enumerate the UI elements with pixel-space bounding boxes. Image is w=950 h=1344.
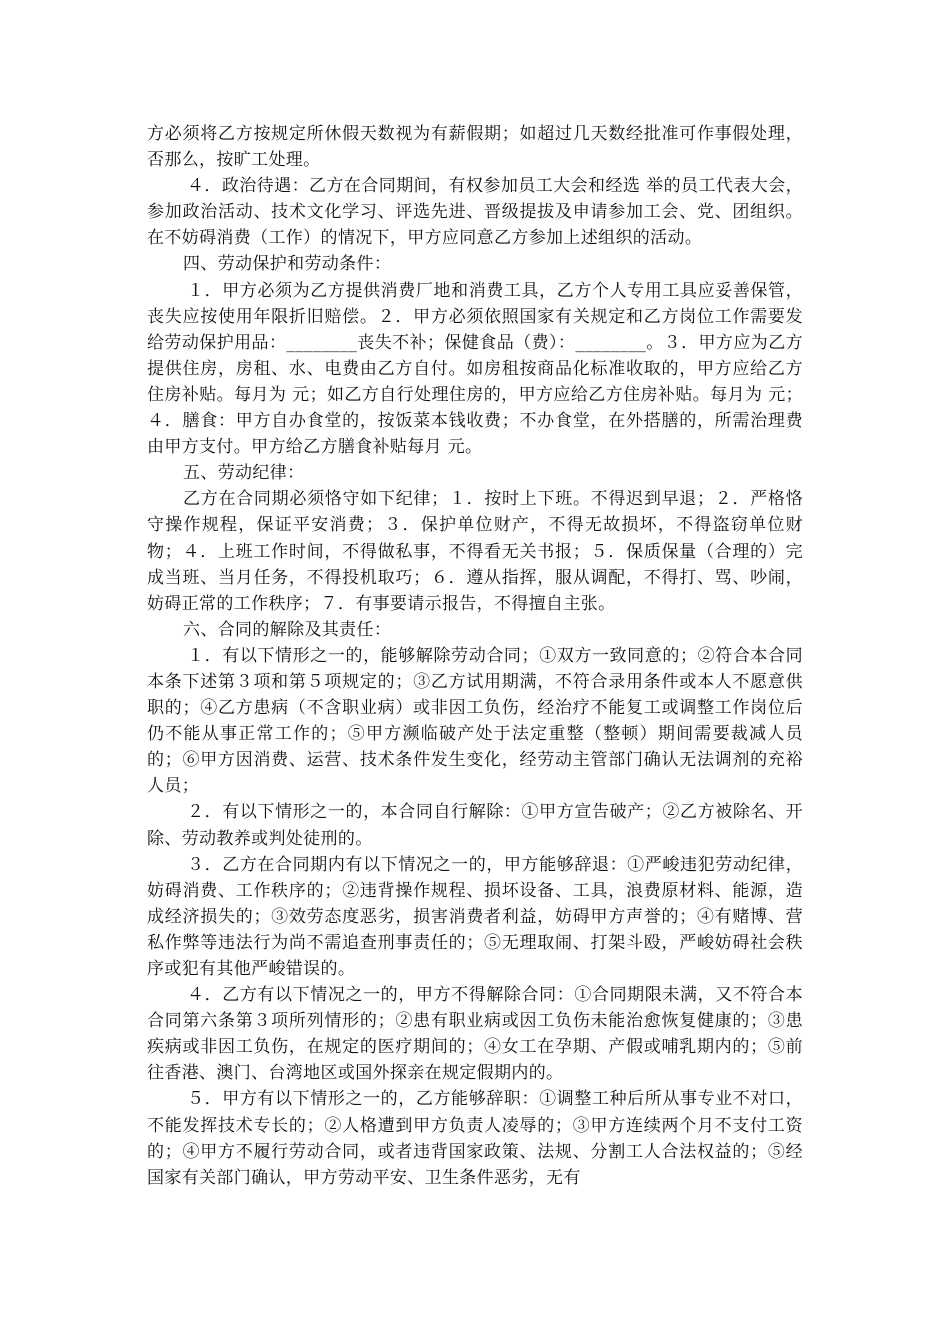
paragraph-termination-2: ２．有以下情形之一的，本合同自行解除：①甲方宣告破产；②乙方被除名、开除、劳动教养或判处徒刑的。 [147, 802, 803, 849]
paragraph-termination-3: ３．乙方在合同期内有以下情况之一的，甲方能够辞退：①严峻违犯劳动纪律，妨碍消费、工作秩序的；②违背操作规程、损坏设备、工具，浪费原材料、能源，造成经济损失的；③效劳态度恶劣，损害消费者利益，妨碍甲方声誉的；④有赌博、营私作弊等违法行为尚不需追查刑事责任的；⑤无理取闹、打架斗殴，严峻妨碍社会秩 序或犯有其他严峻错误的。 [147, 854, 803, 979]
document-page [147, 121, 803, 1191]
paragraph-labor-protection: １．甲方必须为乙方提供消费厂地和消费工具，乙方个人专用工具应妥善保管，丧失应按使用年限折旧赔偿。２．甲方必须依照国家有关规定和乙方岗位工作需要发给劳动保护用品：________丧失不补；保健食品（费）：________。３．甲方应为乙方提供住房，房租、水、电费由乙方自付。如房租按商品化标准收取的，甲方应给乙方住房补贴。每月为 元；如乙方自行处理住房的，甲方应给乙方住房补贴。每月为 元；４．膳食：甲方自办食堂的，按饭菜本钱收费；不办食堂，在外搭膳的，所需治理费由甲方支付。甲方给乙方膳食补贴每月 元。 [147, 280, 803, 458]
paragraph-termination-1: １．有以下情形之一的，能够解除劳动合同；①双方一致同意的；②符合本合同本条下述第３项和第５项规定的；③乙方试用期满，不符合录用条件或本人不愿意供职的；④乙方患病（不含职业病）或非因工负伤，经治疗不能复工或调整工作岗位后仍不能从事正常工作的；⑤甲方濒临破产处于法定重整（整顿）期间需要裁减人员的；⑥甲方因消费、运营、技术条件发生变化，经劳动主管部门确认无法调剂的充裕人员； [147, 645, 803, 797]
heading-labor-protection: 四、劳动保护和劳动条件： [183, 254, 392, 275]
heading-contract-termination: 六、合同的解除及其责任： [183, 619, 392, 640]
paragraph-political-treatment: ４．政治待遇：乙方在合同期间，有权参加员工大会和经选 举的员工代表大会，参加政治活动、技术文化学习、评选先进、晋级提拔及申请参加工会、党、团组织。在不妨碍消费（工作）的情况下，甲方应同意乙方参加上述组织的活动。 [147, 176, 803, 249]
paragraph-termination-5: ５．甲方有以下情形之一的，乙方能够辞职：①调整工种后所从事专业不对口，不能发挥技术专长的；②人格遭到甲方负责人凌辱的；③甲方连续两个月不支付工资的；④甲方不履行劳动合同，或者违背国家政策、法规、分割工人合法权益的；⑤经国家有关部门确认，甲方劳动平安、卫生条件恶劣，无有 [147, 1089, 803, 1188]
paragraph-labor-discipline: 乙方在合同期必须恪守如下纪律；１．按时上下班。不得迟到早退；２．严格恪守操作规程，保证平安消费；３．保护单位财产，不得无故损坏，不得盗窃单位财物；４．上班工作时间，不得做私事，不得看无关书报；５．保质保量（合理的）完成当班、当月任务，不得投机取巧；６．遵从指挥，服从调配，不得打、骂、吵闹，妨碍正常的工作秩序；７．有事要请示报告，不得擅自主张。 [147, 489, 803, 614]
paragraph-termination-4: ４．乙方有以下情况之一的，甲方不得解除合同：①合同期限未满，又不符合本合同第六条第３项所列情形的；②患有职业病或因工负伤未能治愈恢复健康的；③患疾病或非因工负伤，在规定的医疗期间的；④女工在孕期、产假或哺乳期内的；⑤前往香港、澳门、台湾地区或国外探亲在规定假期内的。 [147, 985, 803, 1084]
heading-labor-discipline: 五、劳动纪律： [183, 463, 305, 484]
paragraph-leave-continued: 方必须将乙方按规定所休假天数视为有薪假期；如超过几天数经批准可作事假处理，否那么，按旷工处理。 [147, 124, 803, 171]
